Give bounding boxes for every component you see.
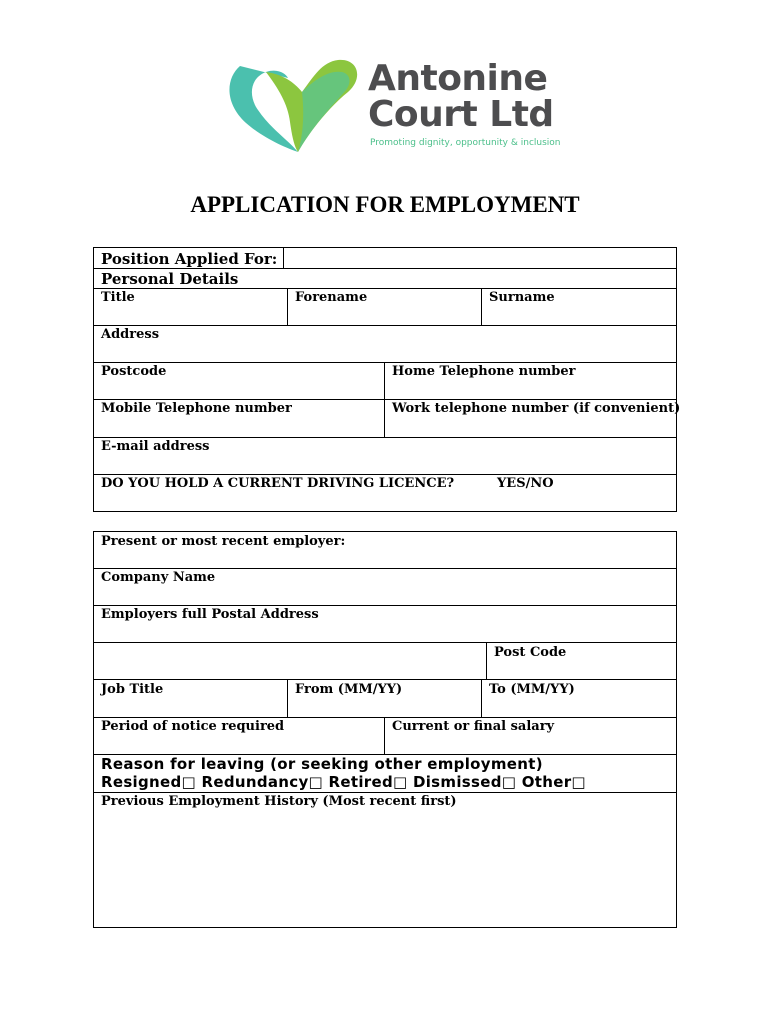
heart-ribbon-icon xyxy=(218,48,368,160)
email-label: E-mail address xyxy=(101,439,210,454)
yes-no-option[interactable]: YES/NO xyxy=(497,476,554,491)
post-code-label: Post Code xyxy=(494,645,567,660)
to-date-label: To (MM/YY) xyxy=(489,682,575,697)
notice-period-label: Period of notice required xyxy=(101,719,285,734)
surname-label: Surname xyxy=(489,290,555,305)
personal-details-heading: Personal Details xyxy=(101,270,239,288)
position-applied-field[interactable] xyxy=(284,248,676,268)
employer-address-label: Employers full Postal Address xyxy=(101,607,319,622)
address-label: Address xyxy=(101,327,160,342)
position-applied-label: Position Applied For: xyxy=(101,250,278,268)
logo-line-1: Antonine xyxy=(368,58,548,99)
present-employer-label: Present or most recent employer: xyxy=(101,534,346,549)
work-telephone-label: Work telephone number (if convenient) xyxy=(392,401,681,416)
forename-label: Forename xyxy=(295,290,368,305)
driving-licence-label: DO YOU HOLD A CURRENT DRIVING LICENCE? xyxy=(101,476,455,491)
page-title: APPLICATION FOR EMPLOYMENT xyxy=(190,192,580,217)
job-title-label: Job Title xyxy=(101,682,164,697)
employment-history-label: Previous Employment History (Most recent first) xyxy=(101,794,457,809)
salary-label: Current or final salary xyxy=(392,719,555,734)
postcode-label: Postcode xyxy=(101,364,167,379)
home-telephone-label: Home Telephone number xyxy=(392,364,576,379)
logo-line-2: Court Ltd xyxy=(368,94,554,135)
from-date-label: From (MM/YY) xyxy=(295,682,403,697)
leaving-reason-checkboxes[interactable]: Resigned□ Redundancy□ Retired□ Dismissed□ Other□ xyxy=(101,773,586,791)
mobile-telephone-label: Mobile Telephone number xyxy=(101,401,292,416)
company-name-label: Company Name xyxy=(101,570,216,585)
title-label: Title xyxy=(101,290,135,305)
company-logo xyxy=(218,48,561,160)
reason-leaving-label: Reason for leaving (or seeking other employment) xyxy=(101,755,543,773)
logo-tagline: Promoting dignity, opportunity & inclusion xyxy=(370,138,561,148)
